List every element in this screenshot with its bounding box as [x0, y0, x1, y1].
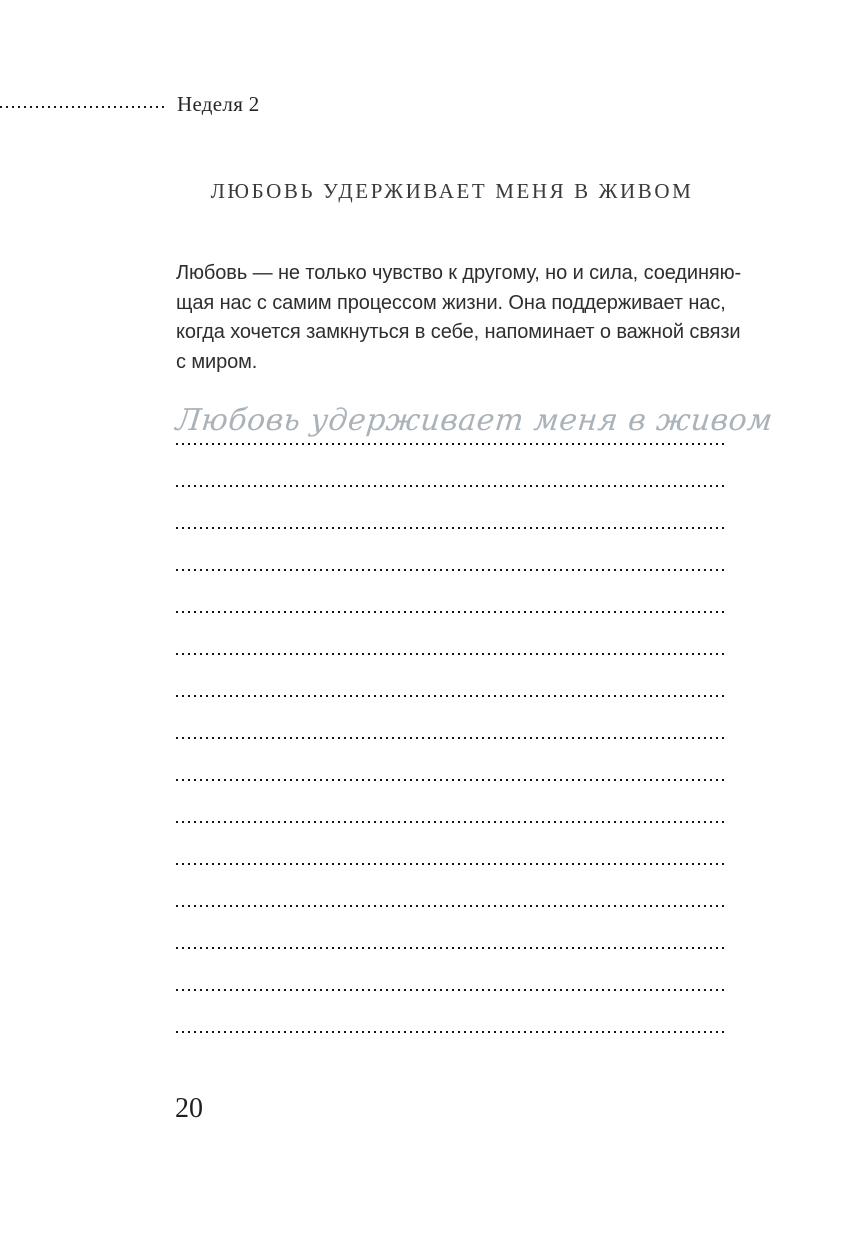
writing-line: [176, 653, 728, 655]
writing-line: [176, 527, 728, 529]
writing-line: [176, 1031, 728, 1033]
writing-line: [176, 779, 728, 781]
writing-line: [176, 737, 728, 739]
handwriting-prompt: Любовь удерживает меня в живом: [174, 403, 775, 438]
paragraph-line: Любовь — не только чувство к другому, но и сила, соединяю-: [176, 262, 742, 284]
intro-paragraph: [176, 259, 756, 377]
writing-line: [176, 821, 728, 823]
writing-line: [176, 989, 728, 991]
week-dotted-leader: [0, 106, 165, 108]
paragraph-line: с миром.: [176, 350, 258, 373]
writing-area: [174, 403, 775, 1073]
paragraph-line: щая нас с самим процессом жизни. Она поддерживает нас,: [176, 291, 726, 314]
writing-line: [176, 485, 728, 487]
paragraph-line: когда хочется замкнуться в себе, напоминает о важной связи: [176, 321, 741, 343]
page-number: 20: [175, 1093, 203, 1124]
writing-line: [176, 443, 728, 445]
writing-line: [176, 863, 728, 865]
week-label: Неделя 2: [177, 92, 260, 116]
writing-line: [176, 695, 728, 697]
chapter-title: ЛЮБОВЬ УДЕРЖИВАЕТ МЕНЯ В ЖИВОМ: [210, 179, 694, 203]
writing-line: [176, 947, 728, 949]
writing-line: [176, 611, 728, 613]
writing-line: [176, 905, 728, 907]
writing-line: [176, 569, 728, 571]
